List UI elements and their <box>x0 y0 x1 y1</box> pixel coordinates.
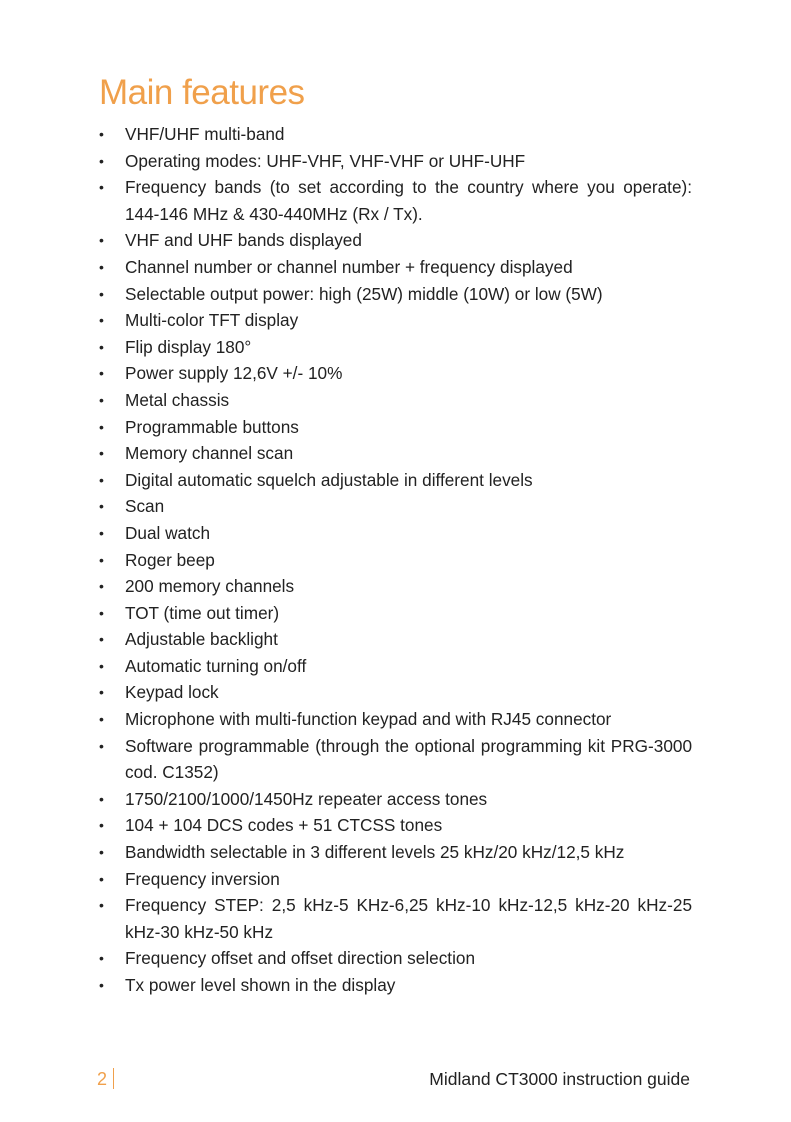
bullet-icon: • <box>99 817 104 834</box>
bullet-icon: • <box>99 498 104 515</box>
list-item <box>97 387 692 414</box>
list-item <box>97 307 692 334</box>
bullet-icon: • <box>99 977 104 993</box>
list-item-text: Frequency offset and offset direction selection <box>125 948 476 969</box>
bullet-icon: • <box>99 418 104 435</box>
bullet-icon: • <box>99 312 104 329</box>
list-item-text: Metal chassis <box>125 389 230 410</box>
list-item-text: Flip display 180° <box>125 336 252 357</box>
list-item <box>97 254 692 281</box>
list-item <box>97 653 692 680</box>
list-item-text: VHF/UHF multi-band <box>125 124 285 144</box>
list-item-text: Frequency bands (to set according to the country where you operate): 144-146 MHz & 430-440MHz (Rx / Tx). <box>125 177 692 224</box>
list-item <box>97 227 692 254</box>
list-item-text: Roger beep <box>125 549 215 570</box>
bullet-icon: • <box>99 471 104 488</box>
bullet-icon: • <box>99 445 104 462</box>
bullet-icon: • <box>99 152 104 169</box>
list-item <box>97 334 692 361</box>
list-item-text: 1750/2100/1000/1450Hz repeater access tones <box>125 788 488 809</box>
list-item <box>97 626 692 653</box>
list-item <box>97 281 692 308</box>
bullet-icon: • <box>99 684 104 701</box>
list-item-text: Operating modes: UHF-VHF, VHF-VHF or UHF-UHF <box>125 150 526 171</box>
list-item <box>97 440 692 467</box>
list-item <box>97 520 692 547</box>
list-item-text: Programmable buttons <box>125 416 299 437</box>
list-item-text: TOT (time out timer) <box>125 602 280 623</box>
bullet-icon: • <box>99 604 104 621</box>
bullet-icon: • <box>99 790 104 807</box>
list-item <box>97 945 692 972</box>
list-item-text: 200 memory channels <box>125 576 295 597</box>
list-item-text: Scan <box>125 496 165 517</box>
list-item <box>97 148 692 175</box>
list-item-text: Dual watch <box>125 522 211 543</box>
bullet-icon: • <box>99 365 104 382</box>
list-item <box>97 600 692 627</box>
list-item-text: Adjustable backlight <box>125 629 278 650</box>
bullet-icon: • <box>99 232 104 249</box>
list-item-text: Channel number or channel number + frequency displayed <box>125 256 573 277</box>
list-item <box>97 892 692 945</box>
bullet-icon: • <box>99 711 104 728</box>
list-item-text: Frequency STEP: 2,5 kHz-5 KHz-6,25 kHz-10 kHz-12,5 kHz-20 kHz-25 kHz-30 kHz-50 kHz <box>125 895 692 942</box>
list-item-text: Tx power level shown in the display <box>125 975 396 995</box>
list-item <box>97 812 692 839</box>
list-item-text: Memory channel scan <box>125 443 294 464</box>
list-item <box>97 972 692 999</box>
list-item <box>97 360 692 387</box>
list-item <box>97 866 692 893</box>
bullet-icon: • <box>99 551 104 568</box>
list-item-text: Microphone with multi-function keypad and with RJ45 connector <box>125 709 612 730</box>
bullet-icon: • <box>99 870 104 887</box>
list-item <box>97 706 692 733</box>
list-item <box>97 174 692 227</box>
list-item-text: Keypad lock <box>125 682 219 703</box>
list-item-text: VHF and UHF bands displayed <box>125 230 362 251</box>
feature-list <box>97 121 692 999</box>
bullet-icon: • <box>99 631 104 648</box>
list-item-text: 104 + 104 DCS codes + 51 CTCSS tones <box>125 815 443 836</box>
list-item-text: Power supply 12,6V +/- 10% <box>125 363 343 384</box>
bullet-icon: • <box>99 338 104 355</box>
list-item <box>97 467 692 494</box>
bullet-icon: • <box>99 126 104 142</box>
list-item <box>97 573 692 600</box>
list-item-text: Frequency inversion <box>125 868 280 889</box>
list-item-text: Multi-color TFT display <box>125 310 299 331</box>
document-title: Midland CT3000 instruction guide <box>429 1069 690 1089</box>
list-item-text: Digital automatic squelch adjustable in different levels <box>125 469 533 490</box>
bullet-icon: • <box>99 391 104 408</box>
list-item <box>97 733 692 786</box>
bullet-icon: • <box>99 737 104 754</box>
list-item <box>97 786 692 813</box>
bullet-icon: • <box>99 524 104 541</box>
list-item <box>97 493 692 520</box>
footer-divider <box>113 1068 114 1089</box>
list-item-text: Selectable output power: high (25W) middle (10W) or low (5W) <box>125 283 603 304</box>
bullet-icon: • <box>99 179 104 196</box>
list-item-text: Software programmable (through the optional programming kit PRG-3000 cod. C1352) <box>125 735 692 783</box>
list-item-text: Automatic turning on/off <box>125 655 307 676</box>
bullet-icon: • <box>99 578 104 595</box>
list-item <box>97 121 692 148</box>
page-title: Main features <box>99 73 305 112</box>
bullet-icon: • <box>99 258 104 275</box>
bullet-icon: • <box>99 897 104 914</box>
bullet-icon: • <box>99 844 104 861</box>
list-item <box>97 547 692 574</box>
list-item <box>97 414 692 441</box>
page-number: 2 <box>97 1069 108 1089</box>
bullet-icon: • <box>99 657 104 674</box>
bullet-icon: • <box>99 285 104 302</box>
bullet-icon: • <box>99 950 104 967</box>
list-item-text: Bandwidth selectable in 3 different levels 25 kHz/20 kHz/12,5 kHz <box>125 842 625 863</box>
list-item <box>97 679 692 706</box>
list-item <box>97 839 692 866</box>
